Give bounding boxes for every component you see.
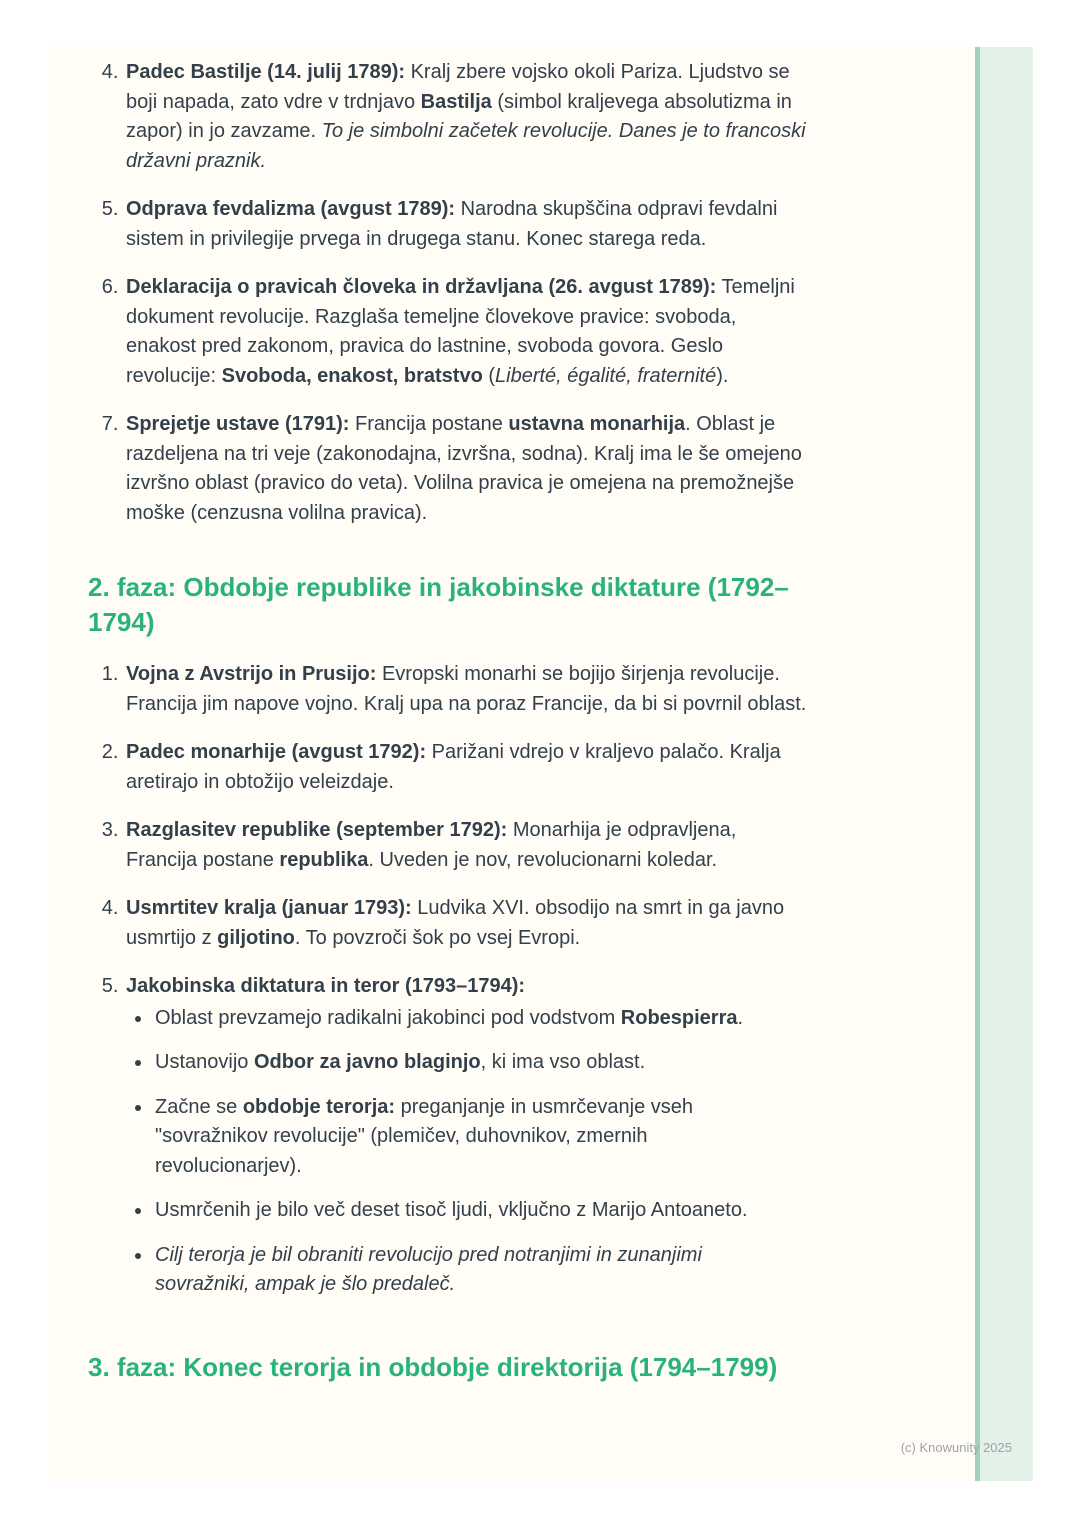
list-item: • Ustanovijo Odbor za javno blaginjo, ki ima vso oblast. [153, 1048, 778, 1078]
phase1-event-list [88, 58, 808, 528]
list-item: 1. Vojna z Avstrijo in Prusijo: Evropski monarhi se bojijo širjenja revolucije. Francija jim napove vojno. Kralj upa na poraz Francije, da bi si povrnil oblast. [124, 660, 808, 719]
list-item: 4. Padec Bastilje (14. julij 1789): Kralj zbere vojsko okoli Pariza. Ljudstvo se boji napada, zato vdre v trdnjavo Bastilja (simbol kraljevega absolutizma in zapor) in jo zavzame. To je simbolni začetek revolucije. Danes je to francoski državni praznik. [124, 58, 808, 176]
list-item: 5. Odprava fevdalizma (avgust 1789): Narodna skupščina odpravi fevdalni sistem in privilegije prvega in drugega stanu. Konec starega reda. [124, 195, 808, 254]
copyright-watermark: (c) Knowunity 2025 [900, 1440, 1012, 1455]
document-content [88, 47, 808, 1385]
list-item: • Oblast prevzamejo radikalni jakobinci pod vodstvom Robespierra. [153, 1004, 778, 1034]
list-item: 3. Razglasitev republike (september 1792): Monarhija je odpravljena, Francija postane republika. Uveden je nov, revolucionarni koledar. [124, 816, 808, 875]
list-item: • Cilj terorja je bil obraniti revolucijo pred notranjimi in zunanjimi sovražniki, ampak je šlo predaleč. [153, 1241, 778, 1300]
phase3-heading: 3. faza: Konec terorja in obdobje direktorija (1794–1799) [88, 1351, 778, 1382]
list-item [124, 972, 808, 1300]
list-item: 4. Usmrtitev kralja (januar 1793): Ludvika XVI. obsodijo na smrt in ga javno usmrtijo z giljotino. To povzroči šok po vsej Evropi. [124, 894, 808, 953]
list-item-lead: Jakobinska diktatura in teror (1793–1794): [126, 975, 526, 997]
phase2-event-list [88, 660, 808, 1300]
list-item: 7. Sprejetje ustave (1791): Francija postane ustavna monarhija. Oblast je razdeljena na tri veje (zakonodajna, izvršna, sodna). Kralj ima le še omejeno izvršno oblast (pravico do veta). Volilna pravica je omejena na premožnejše moške (cenzusna volilna pravica). [124, 410, 808, 528]
list-item: • Usmrčenih je bilo več deset tisoč ljudi, vključno z Marijo Antoaneto. [153, 1196, 778, 1226]
phase2-heading: 2. faza: Obdobje republike in jakobinske diktature (1792–1794) [88, 572, 789, 637]
decorative-side-stripe [975, 47, 1033, 1481]
list-item: 6. Deklaracija o pravicah človeka in državljana (26. avgust 1789): Temeljni dokument revolucije. Razglaša temeljne človekove pravice: svoboda, enakost pred zakonom, pravica do lastnine, svoboda govora. Geslo revolucije: Svoboda, enakost, bratstvo (Liberté, égalité, fraternité). [124, 273, 808, 391]
list-item: • Začne se obdobje terorja: preganjanje in usmrčevanje vseh "sovražnikov revolucije" (plemičev, duhovnikov, zmernih revolucionarjev). [153, 1093, 778, 1182]
page-card [50, 47, 1033, 1481]
terror-sub-bullet-list [126, 1004, 808, 1300]
list-item: 2. Padec monarhije (avgust 1792): Parižani vdrejo v kraljevo palačo. Kralja aretirajo in obtožijo veleizdaje. [124, 738, 808, 797]
